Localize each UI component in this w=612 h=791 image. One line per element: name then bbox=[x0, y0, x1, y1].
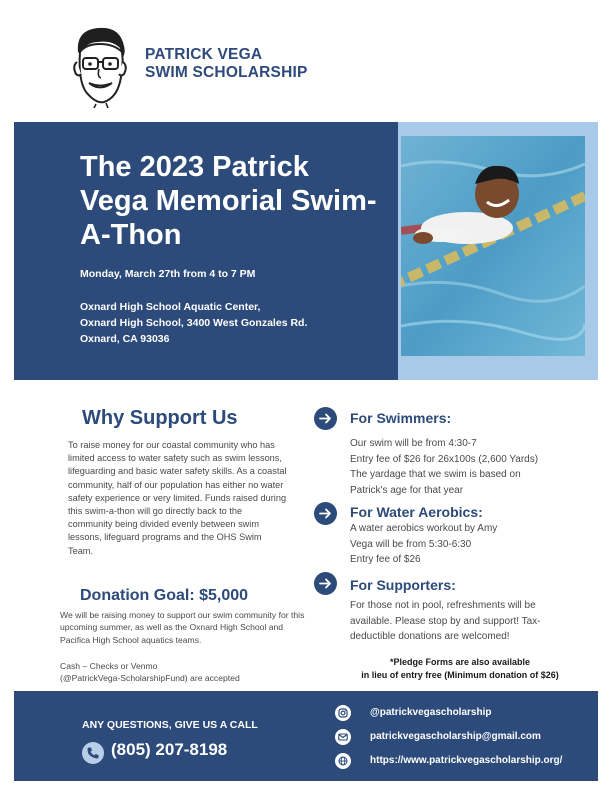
why-support-text: To raise money for our coastal community who has limited access to water safety such as swim lessons, lifeguarding and basic water safety skills. As a coastal community, half of our population has either no water safety experience or very limited. Funds raised during this swim-a-thon will go directly back to the community being divided evenly between swim lessons, lifeguard programs and the OHS Swim Team. bbox=[68, 440, 287, 556]
aerobics-text bbox=[350, 521, 580, 568]
address-line-3: Oxnard, CA 93036 bbox=[80, 333, 170, 345]
aerobics-arrow-icon bbox=[314, 502, 337, 525]
supporters-heading: For Supporters: bbox=[350, 577, 456, 593]
swimmers-heading: For Swimmers: bbox=[350, 410, 452, 426]
instagram-icon bbox=[335, 705, 351, 721]
mail-icon bbox=[335, 729, 351, 745]
supporters-line: deductible donations are welcomed! bbox=[350, 631, 510, 642]
payment-line-2: (@PatrickVega-ScholarshipFund) are accepted bbox=[60, 673, 240, 684]
swimmers-line: Patrick's age for that year bbox=[350, 484, 464, 496]
swimmer-photo bbox=[401, 136, 585, 356]
event-date: Monday, March 27th from 4 to 7 PM bbox=[80, 268, 256, 280]
brand-logo bbox=[70, 22, 130, 108]
pledge-note bbox=[330, 656, 590, 681]
globe-icon bbox=[335, 753, 351, 769]
swimmers-text bbox=[350, 436, 580, 498]
payment-line-1: Cash – Checks or Venmo bbox=[60, 661, 158, 671]
brand-name bbox=[145, 46, 308, 82]
swimmers-arrow-icon bbox=[314, 407, 337, 430]
address-line-2: Oxnard High School, 3400 West Gonzales Rd. bbox=[80, 317, 308, 329]
supporters-arrow-icon bbox=[314, 572, 337, 595]
pledge-line-1: *Pledge Forms are also available bbox=[389, 657, 531, 667]
aerobics-line: A water aerobics workout by Amy bbox=[350, 523, 498, 534]
instagram-handle[interactable]: @patrickvegascholarship bbox=[370, 707, 492, 718]
supporters-line: For those not in pool, refreshments will be bbox=[350, 600, 536, 611]
donation-goal-text: We will be raising money to support our swim community for this upcoming summer, as well as the Oxnard High School and Pacifica High School aquatics teams. bbox=[60, 610, 305, 645]
phone-icon bbox=[82, 742, 104, 764]
supporters-line: available. Please stop by and support! Tax- bbox=[350, 615, 541, 627]
swimmers-line: The yardage that we swim is based on bbox=[350, 469, 521, 480]
phone-number[interactable]: (805) 207-8198 bbox=[111, 740, 228, 759]
address-line-1: Oxnard High School Aquatic Center, bbox=[80, 301, 261, 313]
brand-line-2: SWIM SCHOLARSHIP bbox=[145, 64, 308, 81]
website-link[interactable]: https://www.patrickvegascholarship.org/ bbox=[370, 755, 563, 766]
aerobics-line: Entry fee of $26 bbox=[350, 554, 421, 565]
aerobics-heading: For Water Aerobics: bbox=[350, 504, 483, 520]
payment-methods bbox=[60, 660, 310, 685]
email-link[interactable]: patrickvegascholarship@gmail.com bbox=[370, 731, 541, 742]
cartoon-face-logo-icon bbox=[70, 22, 130, 108]
supporters-text bbox=[350, 598, 580, 645]
aerobics-line: Vega will be from 5:30-6:30 bbox=[350, 538, 472, 550]
pledge-line-2: in lieu of entry free (Minimum donation of $26) bbox=[361, 669, 559, 680]
brand-line-1: PATRICK VEGA bbox=[145, 46, 263, 63]
event-address bbox=[80, 299, 307, 347]
why-support-heading: Why Support Us bbox=[82, 407, 238, 429]
swimmers-line: Entry fee of $26 for 26x100s (2,600 Yards) bbox=[350, 453, 539, 465]
donation-goal-heading: Donation Goal: $5,000 bbox=[80, 587, 249, 604]
event-title: The 2023 Patrick Vega Memorial Swim-A-Thon bbox=[80, 151, 377, 251]
questions-label: ANY QUESTIONS, GIVE US A CALL bbox=[82, 719, 258, 731]
swimmers-line: Our swim will be from 4:30-7 bbox=[350, 438, 477, 449]
